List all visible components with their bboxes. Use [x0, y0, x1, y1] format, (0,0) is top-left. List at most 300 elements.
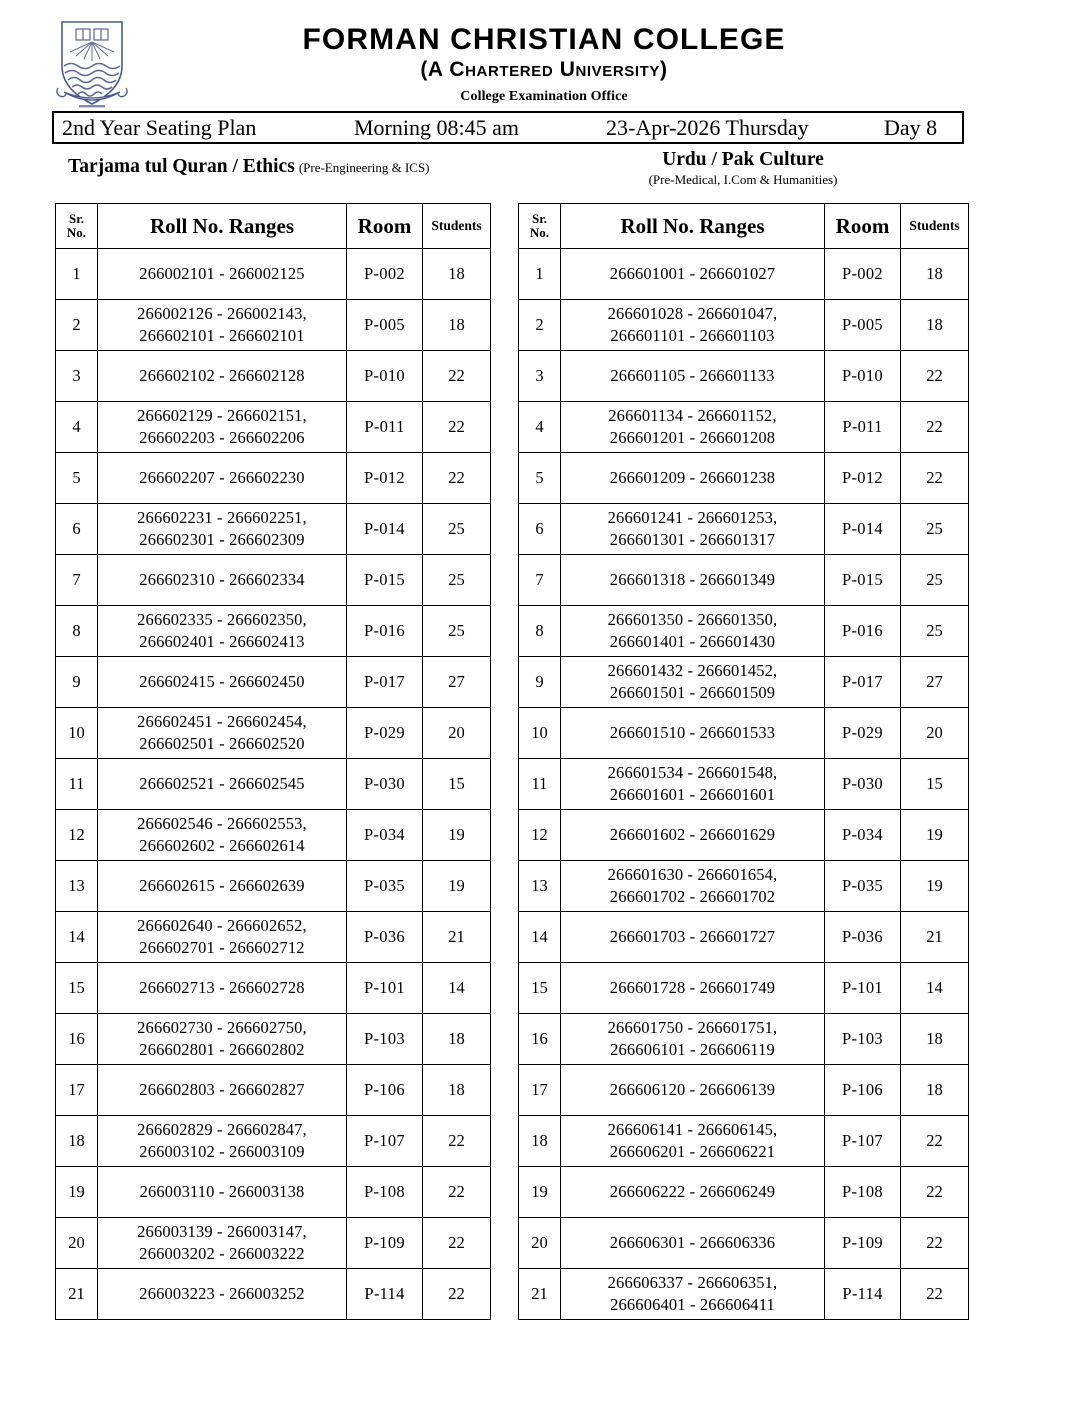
- table-row: [519, 1269, 969, 1320]
- subject-subtitle-left: (Pre-Engineering & ICS): [298, 160, 430, 175]
- cell-room: P-030: [825, 759, 901, 810]
- cell-roll-no-ranges: [98, 1065, 347, 1116]
- cell-room: P-101: [347, 963, 423, 1014]
- cell-students: 18: [423, 300, 491, 351]
- cell-students: 18: [901, 249, 969, 300]
- cell-students: 22: [901, 453, 969, 504]
- cell-roll-no-ranges: [561, 1269, 825, 1320]
- cell-roll-no-ranges: [98, 1116, 347, 1167]
- column-header-sr-no: [56, 204, 98, 249]
- roll-range-line: 266606120 - 266606139: [609, 1080, 776, 1100]
- cell-sr-no: 19: [56, 1167, 98, 1218]
- cell-sr-no: 8: [56, 606, 98, 657]
- roll-range-line: 266602415 - 266602450: [139, 672, 305, 692]
- cell-sr-no: 4: [519, 402, 561, 453]
- roll-range-line: 266601105 - 266601133: [610, 366, 775, 386]
- cell-students: 22: [423, 1167, 491, 1218]
- cell-students: 19: [423, 861, 491, 912]
- table-row: [519, 1167, 969, 1218]
- cell-room: P-109: [825, 1218, 901, 1269]
- cell-roll-no-ranges: [98, 708, 347, 759]
- cell-sr-no: 2: [56, 300, 98, 351]
- cell-room: P-017: [825, 657, 901, 708]
- cell-students: 18: [423, 1065, 491, 1116]
- roll-range-line: 266601534 - 266601548,: [607, 763, 778, 783]
- roll-range-line: 266606101 - 266606119: [610, 1040, 775, 1059]
- cell-roll-no-ranges: [561, 504, 825, 555]
- cell-roll-no-ranges: [98, 810, 347, 861]
- roll-range-line: 266601501 - 266601509: [609, 683, 776, 702]
- cell-roll-no-ranges: [98, 657, 347, 708]
- cell-room: P-036: [825, 912, 901, 963]
- cell-room: P-002: [825, 249, 901, 300]
- roll-range-line: 266602701 - 266602712: [139, 938, 305, 957]
- table-row: [519, 1116, 969, 1167]
- cell-students: 15: [423, 759, 491, 810]
- cell-roll-no-ranges: [561, 912, 825, 963]
- cell-room: P-014: [347, 504, 423, 555]
- table-row: [519, 453, 969, 504]
- cell-room: P-106: [347, 1065, 423, 1116]
- table-row: [519, 249, 969, 300]
- cell-sr-no: 3: [56, 351, 98, 402]
- cell-sr-no: 17: [56, 1065, 98, 1116]
- cell-room: P-014: [825, 504, 901, 555]
- cell-students: 22: [901, 1218, 969, 1269]
- roll-range-line: 266601241 - 266601253,: [607, 508, 778, 528]
- column-header-roll-no-ranges: Roll No. Ranges: [561, 204, 825, 249]
- roll-range-line: 266606141 - 266606145,: [607, 1120, 778, 1140]
- table-row: [56, 1218, 491, 1269]
- roll-range-line: 266602231 - 266602251,: [137, 508, 307, 528]
- cell-room: P-035: [825, 861, 901, 912]
- title-block: [0, 24, 1088, 105]
- table-row: [56, 708, 491, 759]
- cell-sr-no: 17: [519, 1065, 561, 1116]
- roll-range-line: 266602401 - 266602413: [139, 632, 305, 651]
- cell-roll-no-ranges: [98, 1167, 347, 1218]
- roll-range-line: 266601301 - 266601317: [609, 530, 776, 549]
- roll-range-line: 266602335 - 266602350,: [137, 610, 307, 630]
- cell-room: P-103: [825, 1014, 901, 1065]
- table-row: [56, 453, 491, 504]
- table-row: [519, 555, 969, 606]
- table-row: [519, 912, 969, 963]
- cell-roll-no-ranges: [98, 249, 347, 300]
- cell-roll-no-ranges: [561, 249, 825, 300]
- cell-sr-no: 18: [519, 1116, 561, 1167]
- roll-range-line: 266601728 - 266601749: [609, 978, 776, 998]
- cell-students: 25: [423, 606, 491, 657]
- roll-range-line: 266601601 - 266601601: [609, 785, 776, 804]
- cell-roll-no-ranges: [561, 1116, 825, 1167]
- cell-students: 22: [423, 1218, 491, 1269]
- cell-room: P-005: [825, 300, 901, 351]
- roll-range-line: 266601350 - 266601350,: [607, 610, 778, 630]
- table-row: [519, 300, 969, 351]
- cell-roll-no-ranges: [561, 1014, 825, 1065]
- table-body-left: [56, 249, 491, 1320]
- cell-students: 20: [423, 708, 491, 759]
- roll-range-line: 266602615 - 266602639: [139, 876, 305, 896]
- column-header-room: Room: [825, 204, 901, 249]
- cell-roll-no-ranges: [98, 453, 347, 504]
- table-row: [56, 1014, 491, 1065]
- college-name: FORMAN CHRISTIAN COLLEGE: [302, 23, 786, 56]
- cell-room: P-108: [825, 1167, 901, 1218]
- cell-room: P-036: [347, 912, 423, 963]
- seating-table-left: [55, 203, 491, 1320]
- table-row: [56, 555, 491, 606]
- cell-sr-no: 15: [519, 963, 561, 1014]
- cell-roll-no-ranges: [561, 300, 825, 351]
- roll-range-line: 266002126 - 266002143,: [137, 304, 307, 324]
- cell-room: P-103: [347, 1014, 423, 1065]
- day-number-label: Day 8: [884, 114, 938, 140]
- cell-room: P-011: [825, 402, 901, 453]
- roll-range-line: 266601510 - 266601533: [609, 723, 776, 743]
- cell-students: 20: [901, 708, 969, 759]
- cell-students: 18: [901, 300, 969, 351]
- cell-students: 22: [901, 402, 969, 453]
- cell-sr-no: 9: [56, 657, 98, 708]
- roll-range-line: 266606201 - 266606221: [609, 1142, 776, 1161]
- roll-range-line: 266602602 - 266602614: [139, 836, 305, 855]
- roll-range-line: 266602129 - 266602151,: [137, 406, 307, 426]
- exam-info-bar: [52, 111, 964, 144]
- cell-students: 22: [423, 1269, 491, 1320]
- cell-room: P-011: [347, 402, 423, 453]
- cell-roll-no-ranges: [98, 402, 347, 453]
- column-header-sr-no: [519, 204, 561, 249]
- cell-roll-no-ranges: [561, 453, 825, 504]
- table-row: [56, 402, 491, 453]
- cell-students: 14: [901, 963, 969, 1014]
- column-header-students: Students: [901, 204, 969, 249]
- cell-roll-no-ranges: [561, 1167, 825, 1218]
- cell-sr-no: 1: [56, 249, 98, 300]
- cell-students: 18: [901, 1065, 969, 1116]
- cell-roll-no-ranges: [98, 351, 347, 402]
- cell-sr-no: 5: [56, 453, 98, 504]
- cell-students: 22: [423, 402, 491, 453]
- cell-room: P-016: [347, 606, 423, 657]
- cell-students: 18: [423, 249, 491, 300]
- table-row: [56, 1116, 491, 1167]
- cell-sr-no: 20: [56, 1218, 98, 1269]
- cell-sr-no: 14: [519, 912, 561, 963]
- cell-students: 27: [901, 657, 969, 708]
- cell-sr-no: 7: [56, 555, 98, 606]
- cell-students: 25: [901, 555, 969, 606]
- column-header-room: Room: [347, 204, 423, 249]
- table-row: [56, 1269, 491, 1320]
- table-row: [519, 1014, 969, 1065]
- roll-range-line: 266602803 - 266602827: [139, 1080, 305, 1100]
- cell-students: 22: [901, 1116, 969, 1167]
- cell-room: P-107: [825, 1116, 901, 1167]
- cell-roll-no-ranges: [561, 708, 825, 759]
- table-row: [56, 249, 491, 300]
- cell-sr-no: 21: [519, 1269, 561, 1320]
- cell-students: 25: [901, 504, 969, 555]
- cell-room: P-016: [825, 606, 901, 657]
- roll-range-line: 266606337 - 266606351,: [607, 1273, 778, 1293]
- subject-headings: [0, 148, 1088, 200]
- cell-students: 19: [423, 810, 491, 861]
- table-row: [56, 657, 491, 708]
- roll-range-line: 266003202 - 266003222: [139, 1244, 305, 1263]
- cell-roll-no-ranges: [561, 1218, 825, 1269]
- roll-range-line: 266601134 - 266601152,: [608, 406, 777, 426]
- cell-room: P-030: [347, 759, 423, 810]
- roll-range-line: 266602713 - 266602728: [139, 978, 305, 998]
- subject-heading-left: [55, 156, 490, 178]
- roll-range-line: 266003110 - 266003138: [139, 1182, 305, 1202]
- cell-sr-no: 18: [56, 1116, 98, 1167]
- subject-title-left: Tarjama tul Quran / Ethics: [68, 156, 295, 177]
- roll-range-line: 266601001 - 266601027: [609, 264, 776, 284]
- cell-roll-no-ranges: [98, 504, 347, 555]
- cell-room: P-106: [825, 1065, 901, 1116]
- cell-roll-no-ranges: [561, 402, 825, 453]
- table-row: [519, 1065, 969, 1116]
- cell-sr-no: 7: [519, 555, 561, 606]
- roll-range-line: 266602301 - 266602309: [139, 530, 305, 549]
- cell-students: 22: [423, 453, 491, 504]
- cell-students: 19: [901, 810, 969, 861]
- seating-table-right: [518, 203, 969, 1320]
- roll-range-line: 266606301 - 266606336: [609, 1233, 776, 1253]
- roll-range-line: 266602310 - 266602334: [139, 570, 305, 590]
- cell-roll-no-ranges: [561, 861, 825, 912]
- cell-roll-no-ranges: [561, 963, 825, 1014]
- roll-range-line: 266003223 - 266003252: [139, 1284, 305, 1304]
- sr-line-1: Sr.: [531, 210, 548, 226]
- cell-room: P-101: [825, 963, 901, 1014]
- cell-room: P-002: [347, 249, 423, 300]
- cell-sr-no: 21: [56, 1269, 98, 1320]
- roll-range-line: 266002101 - 266002125: [139, 264, 305, 284]
- roll-range-line: 266003102 - 266003109: [139, 1142, 305, 1161]
- cell-students: 22: [901, 1269, 969, 1320]
- table-row: [519, 861, 969, 912]
- cell-roll-no-ranges: [98, 963, 347, 1014]
- roll-range-line: 266601703 - 266601727: [609, 927, 776, 947]
- cell-sr-no: 2: [519, 300, 561, 351]
- roll-range-line: 266601101 - 266601103: [610, 326, 775, 345]
- cell-students: 19: [901, 861, 969, 912]
- table-row: [519, 759, 969, 810]
- cell-sr-no: 4: [56, 402, 98, 453]
- roll-range-line: 266601401 - 266601430: [609, 632, 776, 651]
- roll-range-line: 266602801 - 266602802: [139, 1040, 305, 1059]
- column-header-roll-no-ranges: Roll No. Ranges: [98, 204, 347, 249]
- cell-sr-no: 12: [519, 810, 561, 861]
- cell-roll-no-ranges: [98, 861, 347, 912]
- cell-students: 25: [423, 555, 491, 606]
- roll-range-line: 266602102 - 266602128: [139, 366, 305, 386]
- cell-room: P-017: [347, 657, 423, 708]
- cell-sr-no: 11: [56, 759, 98, 810]
- cell-students: 18: [901, 1014, 969, 1065]
- cell-sr-no: 6: [56, 504, 98, 555]
- cell-roll-no-ranges: [98, 555, 347, 606]
- cell-room: P-015: [825, 555, 901, 606]
- cell-room: P-010: [347, 351, 423, 402]
- table-row: [519, 402, 969, 453]
- roll-range-line: 266606222 - 266606249: [609, 1182, 776, 1202]
- table-row: [56, 759, 491, 810]
- cell-students: 25: [423, 504, 491, 555]
- cell-room: P-108: [347, 1167, 423, 1218]
- roll-range-line: 266601318 - 266601349: [609, 570, 776, 590]
- roll-range-line: 266602451 - 266602454,: [137, 712, 307, 732]
- cell-roll-no-ranges: [98, 606, 347, 657]
- cell-students: 22: [423, 351, 491, 402]
- cell-roll-no-ranges: [98, 759, 347, 810]
- cell-sr-no: 10: [56, 708, 98, 759]
- cell-sr-no: 16: [56, 1014, 98, 1065]
- cell-room: P-029: [825, 708, 901, 759]
- cell-room: P-034: [825, 810, 901, 861]
- table-row: [56, 861, 491, 912]
- cell-students: 15: [901, 759, 969, 810]
- cell-sr-no: 11: [519, 759, 561, 810]
- cell-students: 21: [423, 912, 491, 963]
- cell-sr-no: 15: [56, 963, 98, 1014]
- sr-line-2: No.: [66, 225, 87, 240]
- table-header-row-right: [519, 204, 969, 249]
- page-header: [0, 0, 1088, 108]
- cell-sr-no: 3: [519, 351, 561, 402]
- cell-sr-no: 16: [519, 1014, 561, 1065]
- cell-sr-no: 14: [56, 912, 98, 963]
- cell-room: P-005: [347, 300, 423, 351]
- table-row: [56, 606, 491, 657]
- cell-roll-no-ranges: [98, 300, 347, 351]
- cell-roll-no-ranges: [98, 1218, 347, 1269]
- roll-range-line: 266601702 - 266601702: [609, 887, 776, 906]
- roll-range-line: 266601432 - 266601452,: [607, 661, 778, 681]
- table-row: [56, 1065, 491, 1116]
- cell-students: 22: [901, 351, 969, 402]
- column-header-students: Students: [423, 204, 491, 249]
- cell-room: P-107: [347, 1116, 423, 1167]
- subject-heading-right: [518, 148, 968, 190]
- table-body-right: [519, 249, 969, 1320]
- table-row: [56, 963, 491, 1014]
- cell-students: 22: [423, 1116, 491, 1167]
- session-time-label: Morning 08:45 am: [354, 114, 519, 140]
- cell-roll-no-ranges: [561, 351, 825, 402]
- subject-subtitle-right: (Pre-Medical, I.Com & Humanities): [648, 172, 838, 187]
- table-row: [56, 504, 491, 555]
- table-row: [519, 504, 969, 555]
- cell-room: P-035: [347, 861, 423, 912]
- roll-range-line: 266602829 - 266602847,: [137, 1120, 307, 1140]
- roll-range-line: 266601750 - 266601751,: [607, 1018, 778, 1038]
- table-row: [519, 606, 969, 657]
- cell-sr-no: 9: [519, 657, 561, 708]
- roll-range-line: 266601201 - 266601208: [609, 428, 776, 447]
- charter-subtitle: (A Chartered University): [420, 58, 668, 82]
- table-row: [56, 351, 491, 402]
- sr-line-2: No.: [529, 225, 550, 240]
- table-row: [519, 810, 969, 861]
- roll-range-line: 266602203 - 266602206: [139, 428, 305, 447]
- cell-sr-no: 12: [56, 810, 98, 861]
- table-row: [56, 1167, 491, 1218]
- cell-students: 21: [901, 912, 969, 963]
- roll-range-line: 266602546 - 266602553,: [137, 814, 307, 834]
- cell-students: 27: [423, 657, 491, 708]
- cell-roll-no-ranges: [561, 810, 825, 861]
- table-header-row-left: [56, 204, 491, 249]
- table-row: [56, 912, 491, 963]
- seating-plan-label: 2nd Year Seating Plan: [62, 114, 257, 140]
- cell-room: P-029: [347, 708, 423, 759]
- cell-roll-no-ranges: [561, 606, 825, 657]
- cell-room: P-114: [825, 1269, 901, 1320]
- cell-room: P-114: [347, 1269, 423, 1320]
- subject-title-right: Urdu / Pak Culture: [662, 149, 824, 170]
- table-row: [519, 963, 969, 1014]
- cell-room: P-034: [347, 810, 423, 861]
- cell-room: P-109: [347, 1218, 423, 1269]
- roll-range-line: 266601209 - 266601238: [609, 468, 776, 488]
- exam-date-label: 23-Apr-2026 Thursday: [606, 114, 809, 140]
- roll-range-line: 266601630 - 266601654,: [607, 865, 778, 885]
- cell-sr-no: 13: [56, 861, 98, 912]
- cell-students: 14: [423, 963, 491, 1014]
- table-row: [56, 810, 491, 861]
- cell-sr-no: 10: [519, 708, 561, 759]
- cell-room: P-010: [825, 351, 901, 402]
- cell-sr-no: 1: [519, 249, 561, 300]
- exam-office-label: College Examination Office: [460, 89, 628, 105]
- cell-sr-no: 19: [519, 1167, 561, 1218]
- cell-sr-no: 8: [519, 606, 561, 657]
- roll-range-line: 266602501 - 266602520: [139, 734, 305, 753]
- table-row: [519, 657, 969, 708]
- cell-room: P-012: [347, 453, 423, 504]
- cell-students: 22: [901, 1167, 969, 1218]
- cell-sr-no: 13: [519, 861, 561, 912]
- roll-range-line: 266602730 - 266602750,: [137, 1018, 307, 1038]
- table-row: [519, 351, 969, 402]
- table-row: [56, 300, 491, 351]
- sr-line-1: Sr.: [68, 210, 85, 226]
- roll-range-line: 266606401 - 266606411: [610, 1295, 775, 1314]
- cell-sr-no: 6: [519, 504, 561, 555]
- roll-range-line: 266602640 - 266602652,: [137, 916, 307, 936]
- roll-range-line: 266602101 - 266602101: [139, 326, 305, 345]
- cell-sr-no: 5: [519, 453, 561, 504]
- roll-range-line: 266601028 - 266601047,: [607, 304, 778, 324]
- cell-roll-no-ranges: [561, 555, 825, 606]
- cell-roll-no-ranges: [561, 1065, 825, 1116]
- cell-students: 18: [423, 1014, 491, 1065]
- cell-roll-no-ranges: [98, 912, 347, 963]
- cell-room: P-015: [347, 555, 423, 606]
- cell-roll-no-ranges: [561, 657, 825, 708]
- cell-room: P-012: [825, 453, 901, 504]
- cell-roll-no-ranges: [561, 759, 825, 810]
- cell-roll-no-ranges: [98, 1014, 347, 1065]
- table-row: [519, 708, 969, 759]
- roll-range-line: 266601602 - 266601629: [609, 825, 776, 845]
